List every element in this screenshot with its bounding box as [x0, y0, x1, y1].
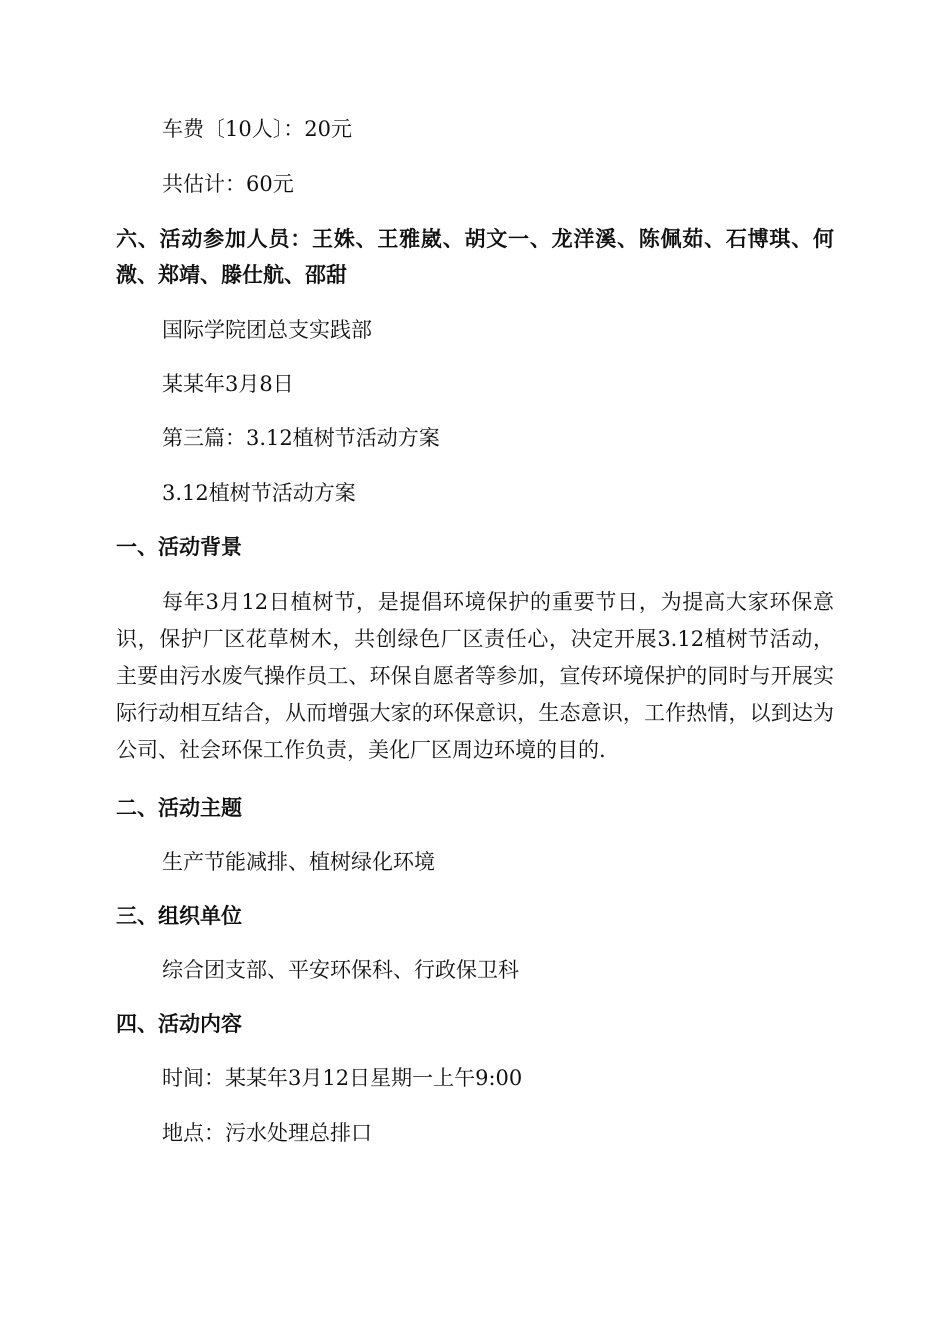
heading-theme: 二、活动主题 [116, 796, 242, 820]
background-paragraph: 每年3月12日植树节，是提倡环境保护的重要节日，为提高大家环保意识，保护厂区花草树木，共创绿色厂区责任心，决定开展3.12植树节活动，主要由污水废气操作员工、环保自愿者等参加，宣传环境保护的同时与开展实际行动相互结合，从而增强大家的环保意识，生态意识，工作热情，以到达为公司、社会环保工作负责，美化厂区周边环境的目的. [116, 590, 834, 762]
time-line: 时间：某某年3月12日星期一上午9:00 [162, 1066, 523, 1090]
total-line: 共估计：60元 [162, 172, 294, 196]
document-title: 3.12植树节活动方案 [162, 481, 356, 505]
heading-background: 一、活动背景 [116, 535, 242, 559]
date-line: 某某年3月8日 [162, 372, 294, 396]
chapter-title: 第三篇：3.12植树节活动方案 [162, 426, 440, 450]
org-line: 国际学院团总支实践部 [162, 318, 372, 342]
theme-line: 生产节能减排、植树绿化环境 [162, 850, 435, 874]
participants-heading: 六、活动参加人员：王姝、王雅崴、胡文一、龙洋溪、陈佩茹、石博琪、何溦、郑靖、滕仕航、邵甜 [116, 227, 834, 287]
heading-content: 四、活动内容 [116, 1012, 242, 1036]
units-line: 综合团支部、平安环保科、行政保卫科 [162, 958, 519, 982]
heading-units: 三、组织单位 [116, 904, 242, 928]
place-line: 地点：污水处理总排口 [162, 1121, 372, 1145]
fare-line: 车费〔10人〕：20元 [162, 117, 352, 141]
